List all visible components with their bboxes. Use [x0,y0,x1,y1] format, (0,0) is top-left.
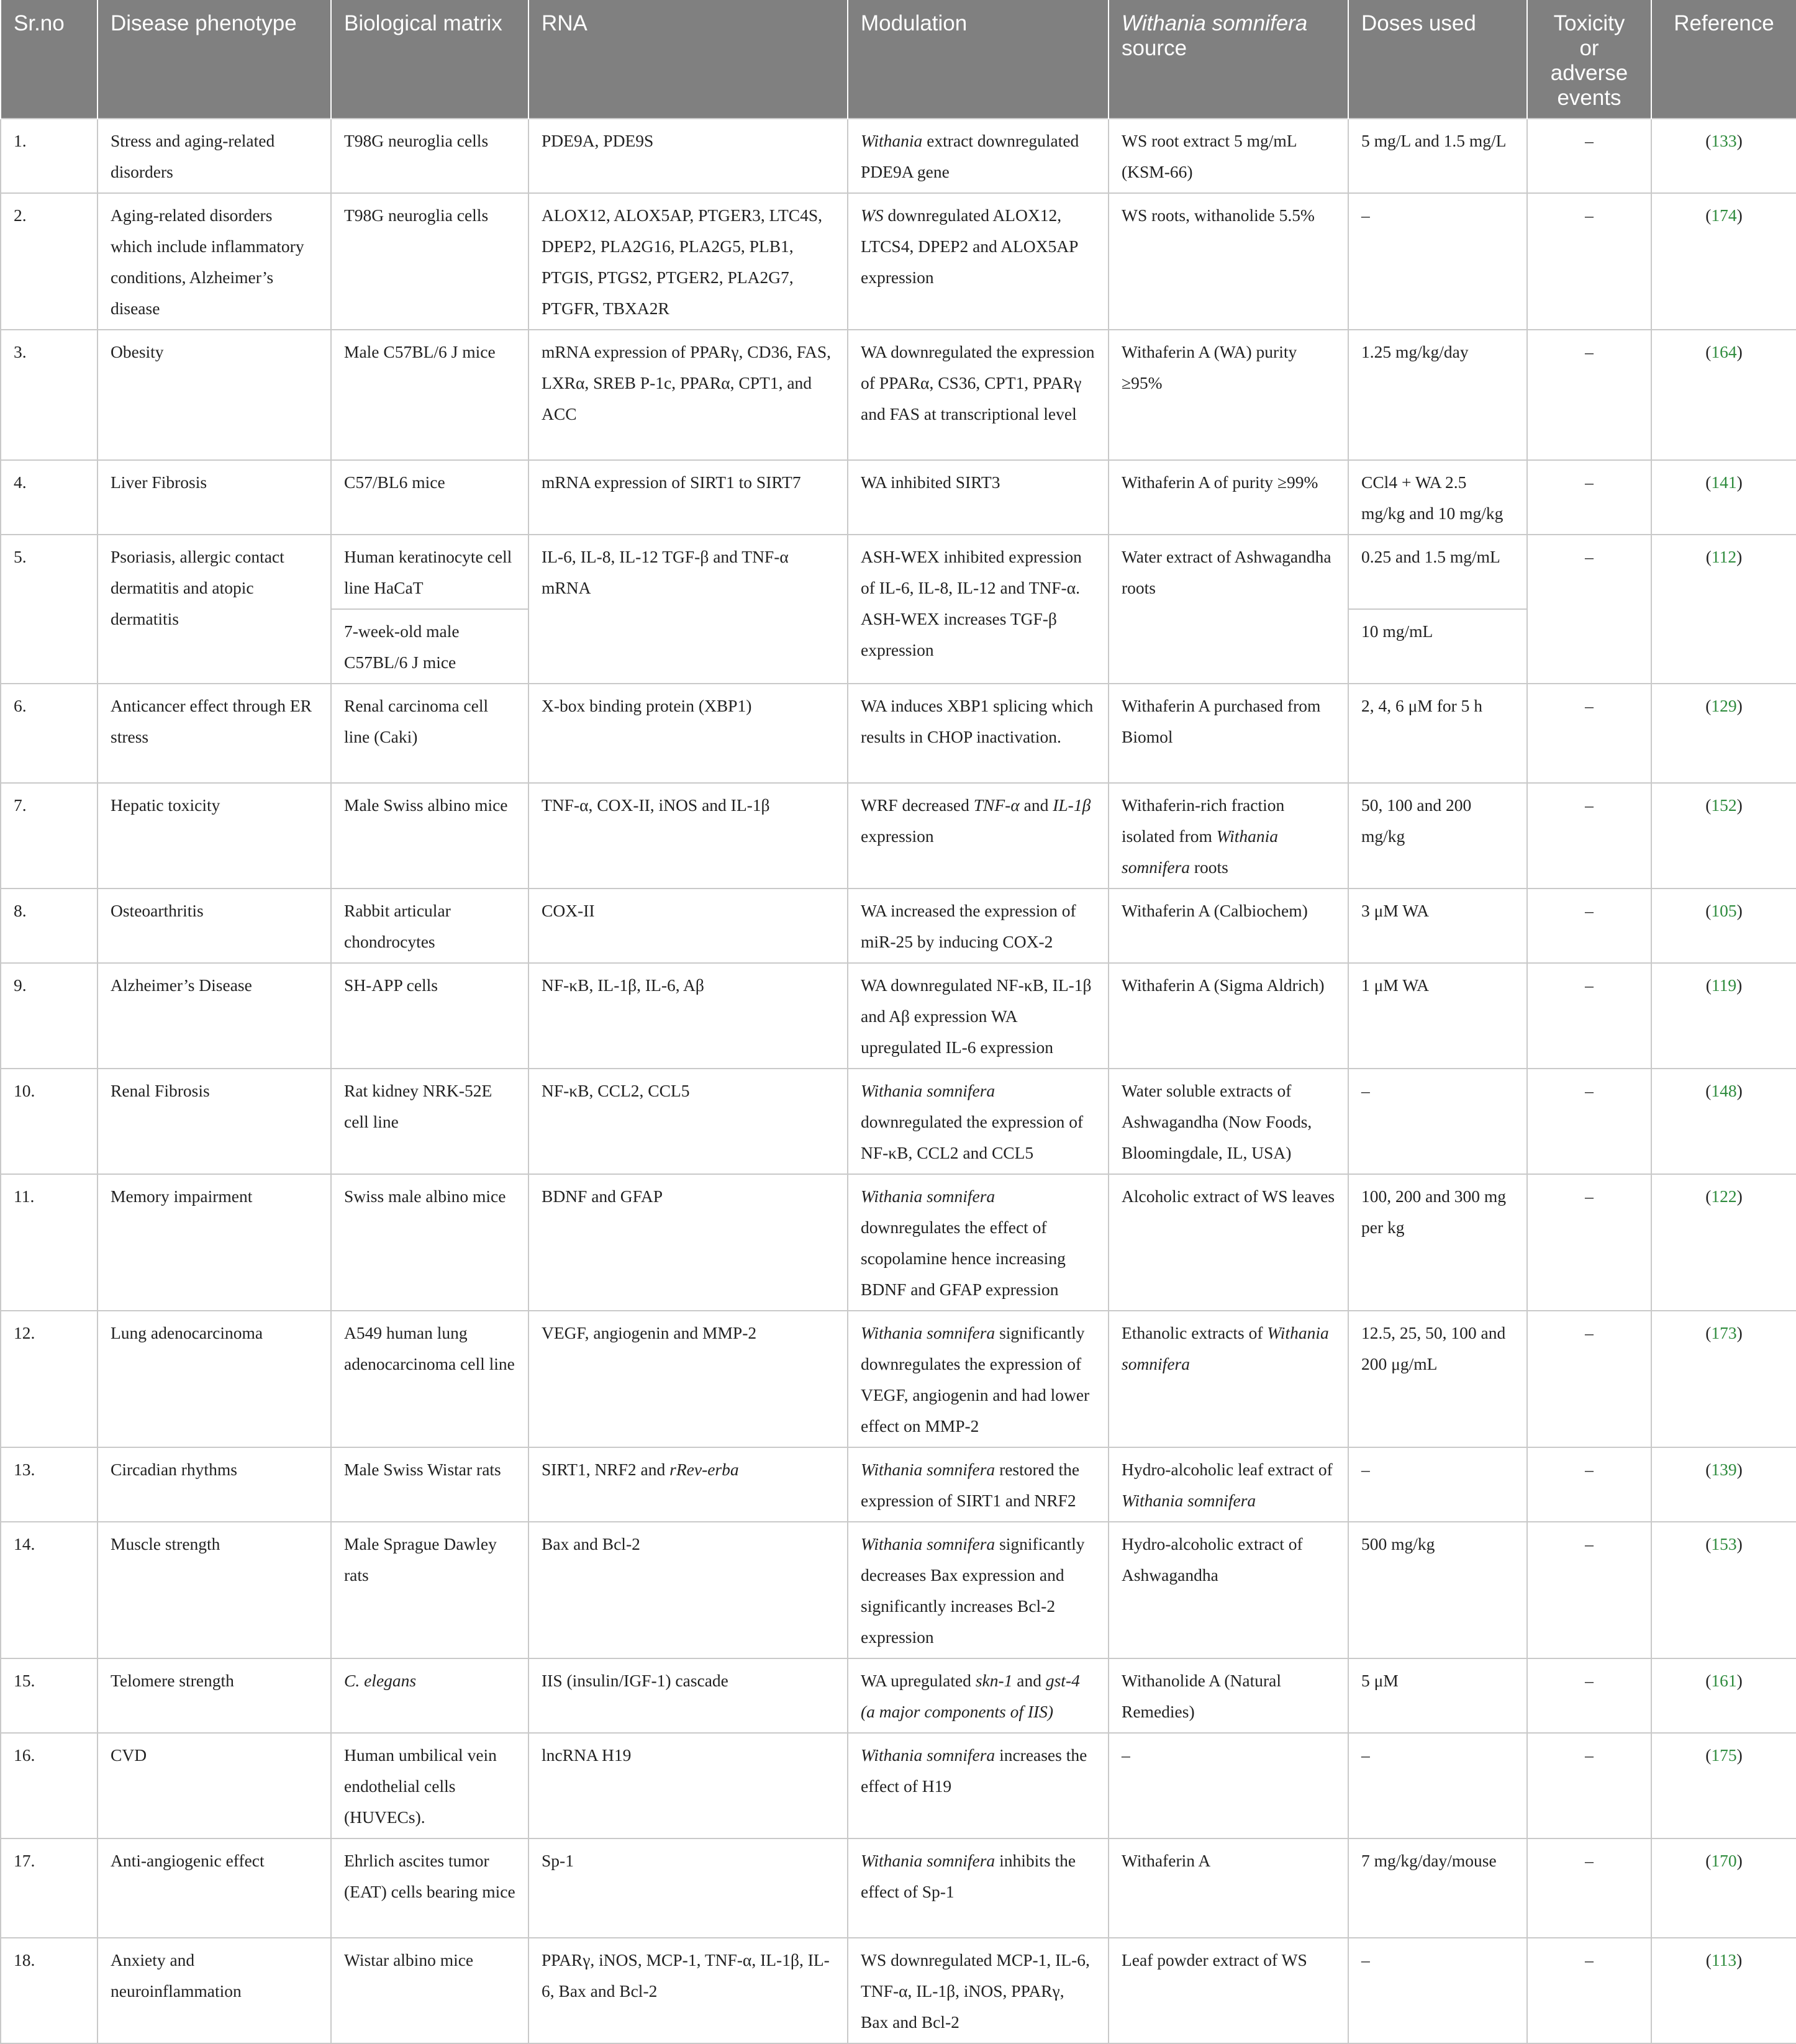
table-row [1,1658,1796,1733]
cell-matrix: Renal carcinoma cell line (Caki) [331,684,528,783]
cell-srno: 10. [1,1069,98,1174]
cell-srno: 2. [1,193,98,330]
cell-source: Withaferin A (Sigma Aldrich) [1109,963,1348,1069]
reference-link[interactable]: 164 [1711,342,1737,361]
cell-toxicity: – [1527,193,1651,330]
cell-toxicity: – [1527,963,1651,1069]
cell-source: – [1109,1733,1348,1838]
cell-srno: 8. [1,889,98,963]
cell-source: Withaferin A (WA) purity ≥95% [1109,330,1348,460]
header-srno: Sr.no [1,0,98,119]
cell-modulation: WA downregulated NF-κB, IL-1β and Aβ expression WA upregulated IL-6 expression [848,963,1109,1069]
reference-link[interactable]: 173 [1711,1323,1737,1342]
cell-toxicity: – [1527,684,1651,783]
cell-srno: 14. [1,1522,98,1658]
table-row [1,889,1796,963]
reference-link[interactable]: 105 [1711,901,1737,920]
cell-modulation: WRF decreased TNF-α and IL-1β expression [848,783,1109,889]
cell-modulation: Withania somnifera restored the expression of SIRT1 and NRF2 [848,1447,1109,1522]
table-row [1,1174,1796,1311]
cell-srno: 7. [1,783,98,889]
reference-link[interactable]: 174 [1711,206,1737,225]
cell-doses: – [1348,1069,1527,1174]
cell-reference: (139) [1651,1447,1796,1522]
cell-matrix: Human umbilical vein endothelial cells (HUVECs). [331,1733,528,1838]
cell-reference: (141) [1651,460,1796,535]
cell-toxicity: – [1527,1838,1651,1938]
reference-link[interactable]: 148 [1711,1081,1737,1100]
cell-source: Alcoholic extract of WS leaves [1109,1174,1348,1311]
cell-source: Withaferin A (Calbiochem) [1109,889,1348,963]
cell-source: WS root extract 5 mg/mL (KSM-66) [1109,119,1348,193]
cell-srno: 17. [1,1838,98,1938]
cell-disease: Osteoarthritis [98,889,331,963]
cell-disease: Stress and aging-related disorders [98,119,331,193]
cell-toxicity: – [1527,1658,1651,1733]
table-row [1,1311,1796,1447]
cell-modulation: Withania somnifera downregulates the effect of scopolamine hence increasing BDNF and GFAP expression [848,1174,1109,1311]
cell-source: WS roots, withanolide 5.5% [1109,193,1348,330]
cell-srno: 4. [1,460,98,535]
cell-rna: ALOX12, ALOX5AP, PTGER3, LTC4S, DPEP2, PLA2G16, PLA2G5, PLB1, PTGIS, PTGS2, PTGER2, PLA2G7, PTGFR, TBXA2R [528,193,848,330]
cell-rna: NF-κB, IL-1β, IL-6, Aβ [528,963,848,1069]
cell-srno: 15. [1,1658,98,1733]
cell-reference: (133) [1651,119,1796,193]
cell-matrix: A549 human lung adenocarcinoma cell line [331,1311,528,1447]
cell-disease: Aging-related disorders which include inflammatory conditions, Alzheimer’s disease [98,193,331,330]
cell-srno: 11. [1,1174,98,1311]
cell-matrix: Male Swiss Wistar rats [331,1447,528,1522]
cell-modulation: WS downregulated MCP-1, IL-6, TNF-α, IL-1β, iNOS, PPARγ, Bax and Bcl-2 [848,1938,1109,2043]
cell-toxicity: – [1527,1311,1651,1447]
cell-doses: 5 μM [1348,1658,1527,1733]
header-rna: RNA [528,0,848,119]
cell-source: Withaferin A purchased from Biomol [1109,684,1348,783]
table-row [1,330,1796,460]
table-row [1,1733,1796,1838]
cell-reference: (161) [1651,1658,1796,1733]
reference-link[interactable]: 133 [1711,131,1737,150]
header-modulation: Modulation [848,0,1109,119]
cell-source: Hydro-alcoholic leaf extract of Withania somnifera [1109,1447,1348,1522]
cell-source: Withanolide A (Natural Remedies) [1109,1658,1348,1733]
reference-link[interactable]: 141 [1711,473,1737,492]
cell-doses: 10 mg/mL [1348,609,1527,684]
cell-toxicity: – [1527,119,1651,193]
cell-rna: VEGF, angiogenin and MMP-2 [528,1311,848,1447]
cell-doses: – [1348,193,1527,330]
cell-doses: 50, 100 and 200 mg/kg [1348,783,1527,889]
cell-srno: 5. [1,535,98,684]
cell-reference: (148) [1651,1069,1796,1174]
cell-toxicity: – [1527,1174,1651,1311]
reference-link[interactable]: 161 [1711,1671,1737,1690]
cell-source: Withaferin A [1109,1838,1348,1938]
cell-rna: PDE9A, PDE9S [528,119,848,193]
cell-disease: Telomere strength [98,1658,331,1733]
cell-disease: CVD [98,1733,331,1838]
table-row [1,1938,1796,2043]
cell-matrix: C. elegans [331,1658,528,1733]
cell-reference: (170) [1651,1838,1796,1938]
cell-matrix: Male Swiss albino mice [331,783,528,889]
cell-reference: (174) [1651,193,1796,330]
cell-matrix: Ehrlich ascites tumor (EAT) cells bearing mice [331,1838,528,1938]
cell-reference: (119) [1651,963,1796,1069]
cell-matrix: Rabbit articular chondrocytes [331,889,528,963]
cell-disease: Anti-angiogenic effect [98,1838,331,1938]
cell-doses: – [1348,1938,1527,2043]
cell-source: Leaf powder extract of WS [1109,1938,1348,2043]
cell-modulation: Withania extract downregulated PDE9A gene [848,119,1109,193]
cell-disease: Anxiety and neuroinflammation [98,1938,331,2043]
cell-rna: NF-κB, CCL2, CCL5 [528,1069,848,1174]
cell-srno: 18. [1,1938,98,2043]
cell-rna: IIS (insulin/IGF-1) cascade [528,1658,848,1733]
cell-disease: Hepatic toxicity [98,783,331,889]
reference-link[interactable]: 119 [1711,975,1737,995]
cell-disease: Obesity [98,330,331,460]
cell-doses: 5 mg/L and 1.5 mg/L [1348,119,1527,193]
table-row [1,1838,1796,1938]
cell-matrix: Wistar albino mice [331,1938,528,2043]
cell-doses: 2, 4, 6 μM for 5 h [1348,684,1527,783]
cell-matrix: Human keratinocyte cell line HaCaT [331,535,528,609]
cell-rna: IL-6, IL-8, IL-12 TGF-β and TNF-α mRNA [528,535,848,684]
cell-source: Withaferin-rich fraction isolated from Withania somnifera roots [1109,783,1348,889]
cell-rna: Sp-1 [528,1838,848,1938]
cell-doses: 1 μM WA [1348,963,1527,1069]
cell-rna: BDNF and GFAP [528,1174,848,1311]
cell-doses: 1.25 mg/kg/day [1348,330,1527,460]
header-reference: Reference [1651,0,1796,119]
reference-link[interactable]: 139 [1711,1460,1737,1479]
cell-reference: (164) [1651,330,1796,460]
cell-rna: TNF-α, COX-II, iNOS and IL-1β [528,783,848,889]
cell-disease: Psoriasis, allergic contact dermatitis and atopic dermatitis [98,535,331,684]
header-toxicity: Toxicity or adverse events [1527,0,1651,119]
cell-doses: 0.25 and 1.5 mg/mL [1348,535,1527,609]
table-row [1,535,1796,609]
cell-rna: mRNA expression of SIRT1 to SIRT7 [528,460,848,535]
cell-toxicity: – [1527,535,1651,684]
cell-srno: 16. [1,1733,98,1838]
cell-toxicity: – [1527,330,1651,460]
cell-modulation: Withania somnifera significantly downregulates the expression of VEGF, angiogenin and had lower effect on MMP-2 [848,1311,1109,1447]
cell-source: Withaferin A of purity ≥99% [1109,460,1348,535]
cell-doses: 7 mg/kg/day/mouse [1348,1838,1527,1938]
cell-doses: – [1348,1733,1527,1838]
table-row [1,963,1796,1069]
cell-modulation: WA induces XBP1 splicing which results in CHOP inactivation. [848,684,1109,783]
cell-disease: Muscle strength [98,1522,331,1658]
cell-reference: (153) [1651,1522,1796,1658]
header-source: Withania somnifera source [1109,0,1348,119]
cell-modulation: Withania somnifera downregulated the expression of NF-κB, CCL2 and CCL5 [848,1069,1109,1174]
cell-srno: 3. [1,330,98,460]
cell-modulation: WA increased the expression of miR-25 by inducing COX-2 [848,889,1109,963]
cell-rna: PPARγ, iNOS, MCP-1, TNF-α, IL-1β, IL-6, Bax and Bcl-2 [528,1938,848,2043]
cell-matrix: 7-week-old male C57BL/6 J mice [331,609,528,684]
cell-source: Ethanolic extracts of Withania somnifera [1109,1311,1348,1447]
table-row [1,1447,1796,1522]
cell-modulation: WA inhibited SIRT3 [848,460,1109,535]
table-row [1,460,1796,535]
cell-source: Water soluble extracts of Ashwagandha (Now Foods, Bloomingdale, IL, USA) [1109,1069,1348,1174]
cell-srno: 1. [1,119,98,193]
cell-modulation: ASH-WEX inhibited expression of IL-6, IL-8, IL-12 and TNF-α. ASH-WEX increases TGF-β expression [848,535,1109,684]
cell-doses: 3 μM WA [1348,889,1527,963]
cell-rna: SIRT1, NRF2 and rRev-erba [528,1447,848,1522]
cell-matrix: Male Sprague Dawley rats [331,1522,528,1658]
cell-doses: 12.5, 25, 50, 100 and 200 μg/mL [1348,1311,1527,1447]
cell-doses: 100, 200 and 300 mg per kg [1348,1174,1527,1311]
cell-matrix: C57/BL6 mice [331,460,528,535]
cell-toxicity: – [1527,1938,1651,2043]
cell-doses: CCl4 + WA 2.5 mg/kg and 10 mg/kg [1348,460,1527,535]
cell-disease: Circadian rhythms [98,1447,331,1522]
cell-reference: (105) [1651,889,1796,963]
reference-link[interactable]: 112 [1711,547,1737,566]
cell-modulation: Withania somnifera increases the effect of H19 [848,1733,1109,1838]
cell-doses: 500 mg/kg [1348,1522,1527,1658]
cell-srno: 13. [1,1447,98,1522]
cell-source: Water extract of Ashwagandha roots [1109,535,1348,684]
cell-modulation: WA upregulated skn-1 and gst-4 (a major components of IIS) [848,1658,1109,1733]
cell-disease: Anticancer effect through ER stress [98,684,331,783]
cell-toxicity: – [1527,1522,1651,1658]
header-biological-matrix: Biological matrix [331,0,528,119]
cell-modulation: Withania somnifera inhibits the effect of Sp-1 [848,1838,1109,1938]
cell-matrix: SH-APP cells [331,963,528,1069]
cell-rna: lncRNA H19 [528,1733,848,1838]
cell-toxicity: – [1527,889,1651,963]
reference-link[interactable]: 122 [1711,1187,1737,1206]
cell-disease: Memory impairment [98,1174,331,1311]
cell-reference: (173) [1651,1311,1796,1447]
cell-reference: (112) [1651,535,1796,684]
cell-disease: Lung adenocarcinoma [98,1311,331,1447]
cell-matrix: Swiss male albino mice [331,1174,528,1311]
cell-modulation: Withania somnifera significantly decreases Bax expression and significantly increases Bcl-2 expression [848,1522,1109,1658]
cell-toxicity: – [1527,1447,1651,1522]
cell-toxicity: – [1527,1733,1651,1838]
table-header-row [1,0,1796,119]
table-row [1,1522,1796,1658]
table-row [1,193,1796,330]
cell-source: Hydro-alcoholic extract of Ashwagandha [1109,1522,1348,1658]
cell-rna: mRNA expression of PPARγ, CD36, FAS, LXRα, SREB P-1c, PPARα, CPT1, and ACC [528,330,848,460]
cell-srno: 9. [1,963,98,1069]
cell-reference: (122) [1651,1174,1796,1311]
cell-rna: COX-II [528,889,848,963]
table-row [1,1069,1796,1174]
cell-matrix: T98G neuroglia cells [331,119,528,193]
table-row [1,119,1796,193]
cell-matrix: T98G neuroglia cells [331,193,528,330]
cell-matrix: Rat kidney NRK-52E cell line [331,1069,528,1174]
table-row [1,684,1796,783]
cell-srno: 6. [1,684,98,783]
reference-link[interactable]: 153 [1711,1534,1737,1553]
reference-link[interactable]: 152 [1711,795,1737,815]
cell-disease: Liver Fibrosis [98,460,331,535]
cell-modulation: WS downregulated ALOX12, LTCS4, DPEP2 and ALOX5AP expression [848,193,1109,330]
header-disease-phenotype: Disease phenotype [98,0,331,119]
cell-reference: (152) [1651,783,1796,889]
cell-rna: Bax and Bcl-2 [528,1522,848,1658]
cell-matrix: Male C57BL/6 J mice [331,330,528,460]
reference-link[interactable]: 113 [1711,1950,1737,1969]
cell-doses: – [1348,1447,1527,1522]
cell-reference: (175) [1651,1733,1796,1838]
cell-reference: (129) [1651,684,1796,783]
cell-rna: X-box binding protein (XBP1) [528,684,848,783]
reference-link[interactable]: 175 [1711,1745,1737,1765]
header-doses-used: Doses used [1348,0,1527,119]
cell-disease: Alzheimer’s Disease [98,963,331,1069]
table-row [1,783,1796,889]
cell-srno: 12. [1,1311,98,1447]
cell-disease: Renal Fibrosis [98,1069,331,1174]
cell-toxicity: – [1527,460,1651,535]
cell-reference: (113) [1651,1938,1796,2043]
cell-modulation: WA downregulated the expression of PPARα, CS36, CPT1, PPARγ and FAS at transcriptional level [848,330,1109,460]
reference-link[interactable]: 170 [1711,1851,1737,1870]
cell-toxicity: – [1527,783,1651,889]
cell-toxicity: – [1527,1069,1651,1174]
reference-link[interactable]: 129 [1711,696,1737,715]
